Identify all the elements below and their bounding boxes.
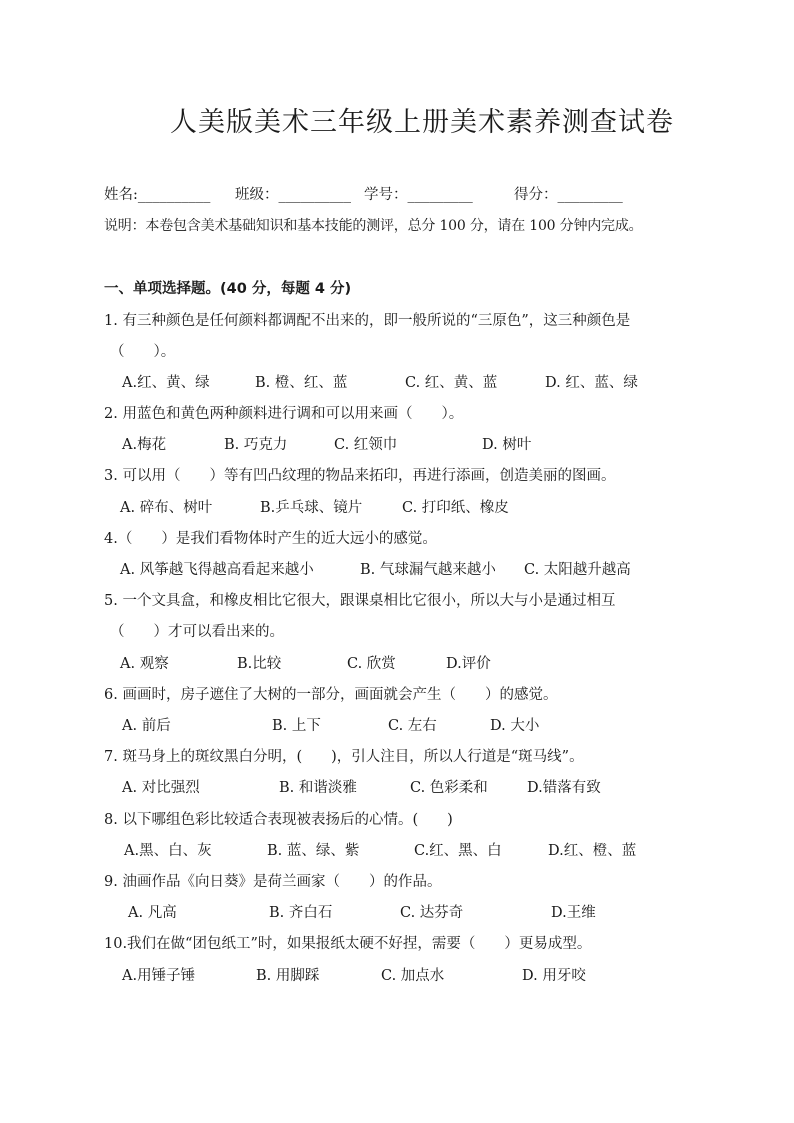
option-a: A. 碎布、树叶 bbox=[120, 500, 213, 516]
option-a: A. 观察 bbox=[120, 656, 169, 672]
question-text: 7. 斑马身上的斑纹黑白分明，( )，引人注目，所以人行道是“斑马线”。 bbox=[104, 749, 584, 765]
question-text: 2. 用蓝色和黄色两种颜料进行调和可以用来画（ ）。 bbox=[104, 406, 464, 422]
question-text: 1. 有三种颜色是任何颜料都调配不出来的，即一般所说的“三原色”，这三种颜色是 bbox=[104, 313, 631, 329]
option-b: B. 气球漏气越来越小 bbox=[360, 562, 496, 578]
option-b: B. 橙、红、蓝 bbox=[255, 375, 348, 391]
option-b: B. 和谐淡雅 bbox=[279, 780, 357, 796]
option-c: C. 红领巾 bbox=[334, 437, 398, 453]
page-title: 人美版美术三年级上册美术素养测查试卷 bbox=[170, 107, 674, 138]
question-text: 5. 一个文具盒，和橡皮相比它很大，跟课桌相比它很小，所以大与小是通过相互 bbox=[104, 593, 616, 609]
option-d: D.王维 bbox=[551, 905, 596, 921]
section-heading: 一、单项选择题。(40 分，每题 4 分) bbox=[104, 281, 352, 297]
option-c: C. 太阳越升越高 bbox=[524, 562, 631, 578]
option-d: D. 用牙咬 bbox=[522, 968, 586, 984]
option-c: C. 达芬奇 bbox=[400, 905, 464, 921]
question-continuation: （ ）。 bbox=[110, 344, 176, 360]
option-c: C. 打印纸、橡皮 bbox=[402, 500, 509, 516]
option-a: A.黑、白、灰 bbox=[124, 843, 212, 859]
question-text: 3. 可以用（ ）等有凹凸纹理的物品来拓印，再进行添画，创造美丽的图画。 bbox=[104, 468, 616, 484]
option-d: D.错落有致 bbox=[527, 780, 601, 796]
option-a: A. 风筝越飞得越高看起来越小 bbox=[120, 562, 314, 578]
option-d: D. 树叶 bbox=[482, 437, 532, 453]
option-c: C. 色彩柔和 bbox=[410, 780, 488, 796]
question-continuation: （ ）才可以看出来的。 bbox=[110, 624, 284, 640]
option-a: A. 凡高 bbox=[128, 905, 177, 921]
option-b: B.比较 bbox=[237, 656, 282, 672]
option-d: D. 大小 bbox=[490, 718, 540, 734]
option-a: A.红、黄、绿 bbox=[122, 375, 210, 391]
option-a: A. 对比强烈 bbox=[122, 780, 200, 796]
question-text: 4.（ ）是我们看物体时产生的近大远小的感觉。 bbox=[104, 531, 437, 547]
option-b: B. 用脚踩 bbox=[256, 968, 320, 984]
option-a: A.用锤子锤 bbox=[122, 968, 196, 984]
option-a: A. 前后 bbox=[122, 718, 171, 734]
option-b: B. 蓝、绿、紫 bbox=[267, 843, 360, 859]
option-c: C. 欣赏 bbox=[347, 656, 396, 672]
instruction-text: 说明：本卷包含美术基础知识和基本技能的测评，总分 100 分，请在 100 分钟内完成。 bbox=[104, 218, 643, 234]
name-field: 姓名:__________ bbox=[104, 187, 211, 203]
option-b: B. 齐白石 bbox=[269, 905, 333, 921]
score-field: 得分：_________ bbox=[514, 187, 623, 203]
question-text: 9. 油画作品《向日葵》是荷兰画家（ ）的作品。 bbox=[104, 874, 442, 890]
option-a: A.梅花 bbox=[122, 437, 167, 453]
option-c: C. 红、黄、蓝 bbox=[405, 375, 498, 391]
option-d: D.红、橙、蓝 bbox=[548, 843, 637, 859]
option-b: B. 上下 bbox=[272, 718, 321, 734]
option-d: D.评价 bbox=[446, 656, 491, 672]
option-c: C. 加点水 bbox=[381, 968, 445, 984]
option-d: D. 红、蓝、绿 bbox=[545, 375, 638, 391]
question-text: 10.我们在做“团包纸工”时，如果报纸太硬不好捏，需要（ ）更易成型。 bbox=[104, 936, 592, 952]
question-text: 6. 画画时，房子遮住了大树的一部分，画面就会产生（ ）的感觉。 bbox=[104, 687, 558, 703]
student-id-field: 学号：_________ bbox=[364, 187, 473, 203]
class-field: 班级：__________ bbox=[235, 187, 351, 203]
question-text: 8. 以下哪组色彩比较适合表现被表扬后的心情。( ) bbox=[104, 812, 453, 828]
option-c: C.红、黑、白 bbox=[414, 843, 502, 859]
option-b: B. 巧克力 bbox=[224, 437, 288, 453]
option-b: B.乒乓球、镜片 bbox=[260, 500, 363, 516]
option-c: C. 左右 bbox=[388, 718, 437, 734]
